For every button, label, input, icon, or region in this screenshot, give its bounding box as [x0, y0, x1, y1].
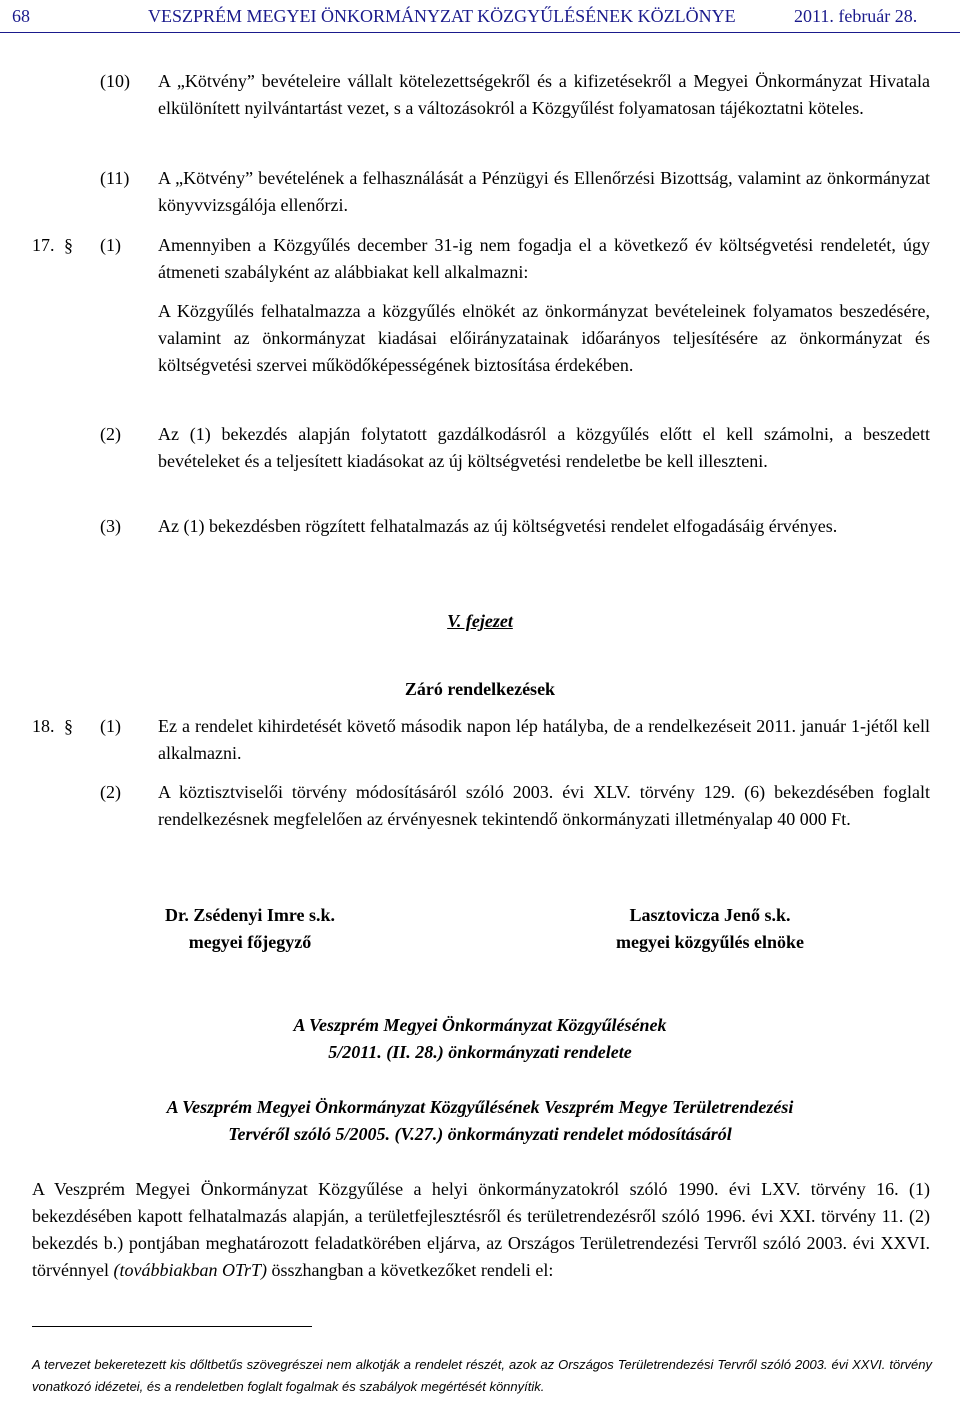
signatory-name: Lasztovicza Jenő s.k.: [629, 905, 791, 925]
decree-number: 5/2011. (II. 28.) önkormányzati rendelete: [328, 1042, 632, 1062]
decree-preamble: A Veszprém Megyei Önkormányzat Közgyűlése a helyi önkormányzatokról szóló 1990. évi LXV. törvény 16. (1) bekezdésében kapott felhatalmazás alapján, a területfejlesztésről és területrendezésről szóló 1996. évi XXI. törvény 11. (2) bekezdés b.) pontjában meghatározott feladatkörében eljárva, az Országos Területrendezési Tervről szóló 2003. évi XXVI. törvénnyel (továbbiakban OTrT) összhangban a következőket rendeli el:: [32, 1179, 930, 1280]
issue-date: 2011. február 28.: [794, 6, 918, 26]
decree-title-line2: Tervéről szóló 5/2005. (V.27.) önkormányzati rendelet módosításáról: [228, 1124, 732, 1144]
signatory-role: megyei közgyűlés elnöke: [616, 932, 804, 952]
footnote-rule: [32, 1326, 312, 1327]
signatory-role: megyei főjegyző: [188, 932, 312, 952]
section-number: 18.: [32, 716, 55, 736]
paragraph-text: A „Kötvény” bevételének a felhasználását a Pénzügyi és Ellenőrzési Bizottság, valamint az önkormányzat könyvvizsgálója ellenőrzi.: [158, 168, 930, 215]
decree-issuer: A Veszprém Megyei Önkormányzat Közgyűlésének: [293, 1015, 667, 1035]
journal-title: VESZPRÉM MEGYEI ÖNKORMÁNYZAT KÖZGYŰLÉSÉNEK KÖZLÖNYE: [148, 6, 736, 26]
paragraph-text: A „Kötvény” bevételeire vállalt kötelezettségekről és a kifizetésekről a Megyei Önkormányzat Hivatala elkülönített nyilvántartást vezet, s a változásokról a Közgyűlést folyamatosan tájékoztatni köteles.: [158, 71, 930, 118]
header-rule: [0, 32, 960, 33]
chapter-title: Záró rendelkezések: [404, 679, 556, 699]
page-header: [0, 0, 960, 36]
paragraph-text: Az (1) bekezdésben rögzített felhatalmazás az új költségvetési rendelet elfogadásáig érvényes.: [158, 516, 838, 536]
paragraph-number: (2): [100, 782, 121, 802]
decree-title-line1: A Veszprém Megyei Önkormányzat Közgyűlésének Veszprém Megye Területrendezési: [166, 1097, 794, 1117]
paragraph-number: (2): [100, 424, 121, 444]
paragraph-text: Az (1) bekezdés alapján folytatott gazdálkodásról a közgyűlés előtt el kell számolni, a beszedett bevételeket és a teljesített kiadásokat az új költségvetési rendeletbe be kell illeszteni.: [158, 424, 930, 471]
section-sign-icon: §: [64, 235, 73, 255]
paragraph-subtext: A Közgyűlés felhatalmazza a közgyűlés elnökét az önkormányzat bevételeinek folyamatos beszedésére, valamint az önkormányzat kiadásai előirányzatainak időarányos teljesítésére az önkormányzat és költségvetési szervei működőképességének biztosítása érdekében.: [158, 301, 930, 375]
paragraph-text: Ez a rendelet kihirdetését követő második napon lép hatályba, de a rendelkezéseit 2011. január 1-jétől kell alkalmazni.: [158, 716, 930, 763]
page-number: 68: [12, 6, 30, 26]
section-number: 17.: [32, 235, 55, 255]
chapter-number: V. fejezet: [447, 611, 513, 631]
signature-left: [100, 902, 400, 956]
paragraph-text: Amennyiben a Közgyűlés december 31-ig nem fogadja el a következő év költségvetési rendeletét, úgy átmeneti szabályként az alábbiakat kell alkalmazni:: [158, 235, 930, 282]
signatory-name: Dr. Zsédenyi Imre s.k.: [164, 905, 335, 925]
paragraph-number: (11): [100, 168, 130, 188]
paragraph-number: (10): [100, 71, 130, 91]
paragraph-number: (1): [100, 235, 121, 255]
footnote: A tervezet bekeretezett kis dőltbetűs szövegrészei nem alkotják a rendelet részét, azok az Országos Területrendezési Tervről szóló 2003. évi XXVI. törvény vonatkozó idézetei, és a rendeletben foglalt fogalmak és szabályok megértését könnyítik.: [32, 1357, 932, 1394]
signature-right: [560, 902, 860, 956]
paragraph-number: (1): [100, 716, 121, 736]
paragraph-text: A köztisztviselői törvény módosításáról szóló 2003. évi XLV. törvény 129. (6) bekezdésében foglalt rendelkezésnek megfelelően az érvényesnek tekintendő önkormányzati illetményalap 40 000 Ft.: [158, 782, 930, 829]
section-sign-icon: §: [64, 716, 73, 736]
paragraph-number: (3): [100, 516, 121, 536]
